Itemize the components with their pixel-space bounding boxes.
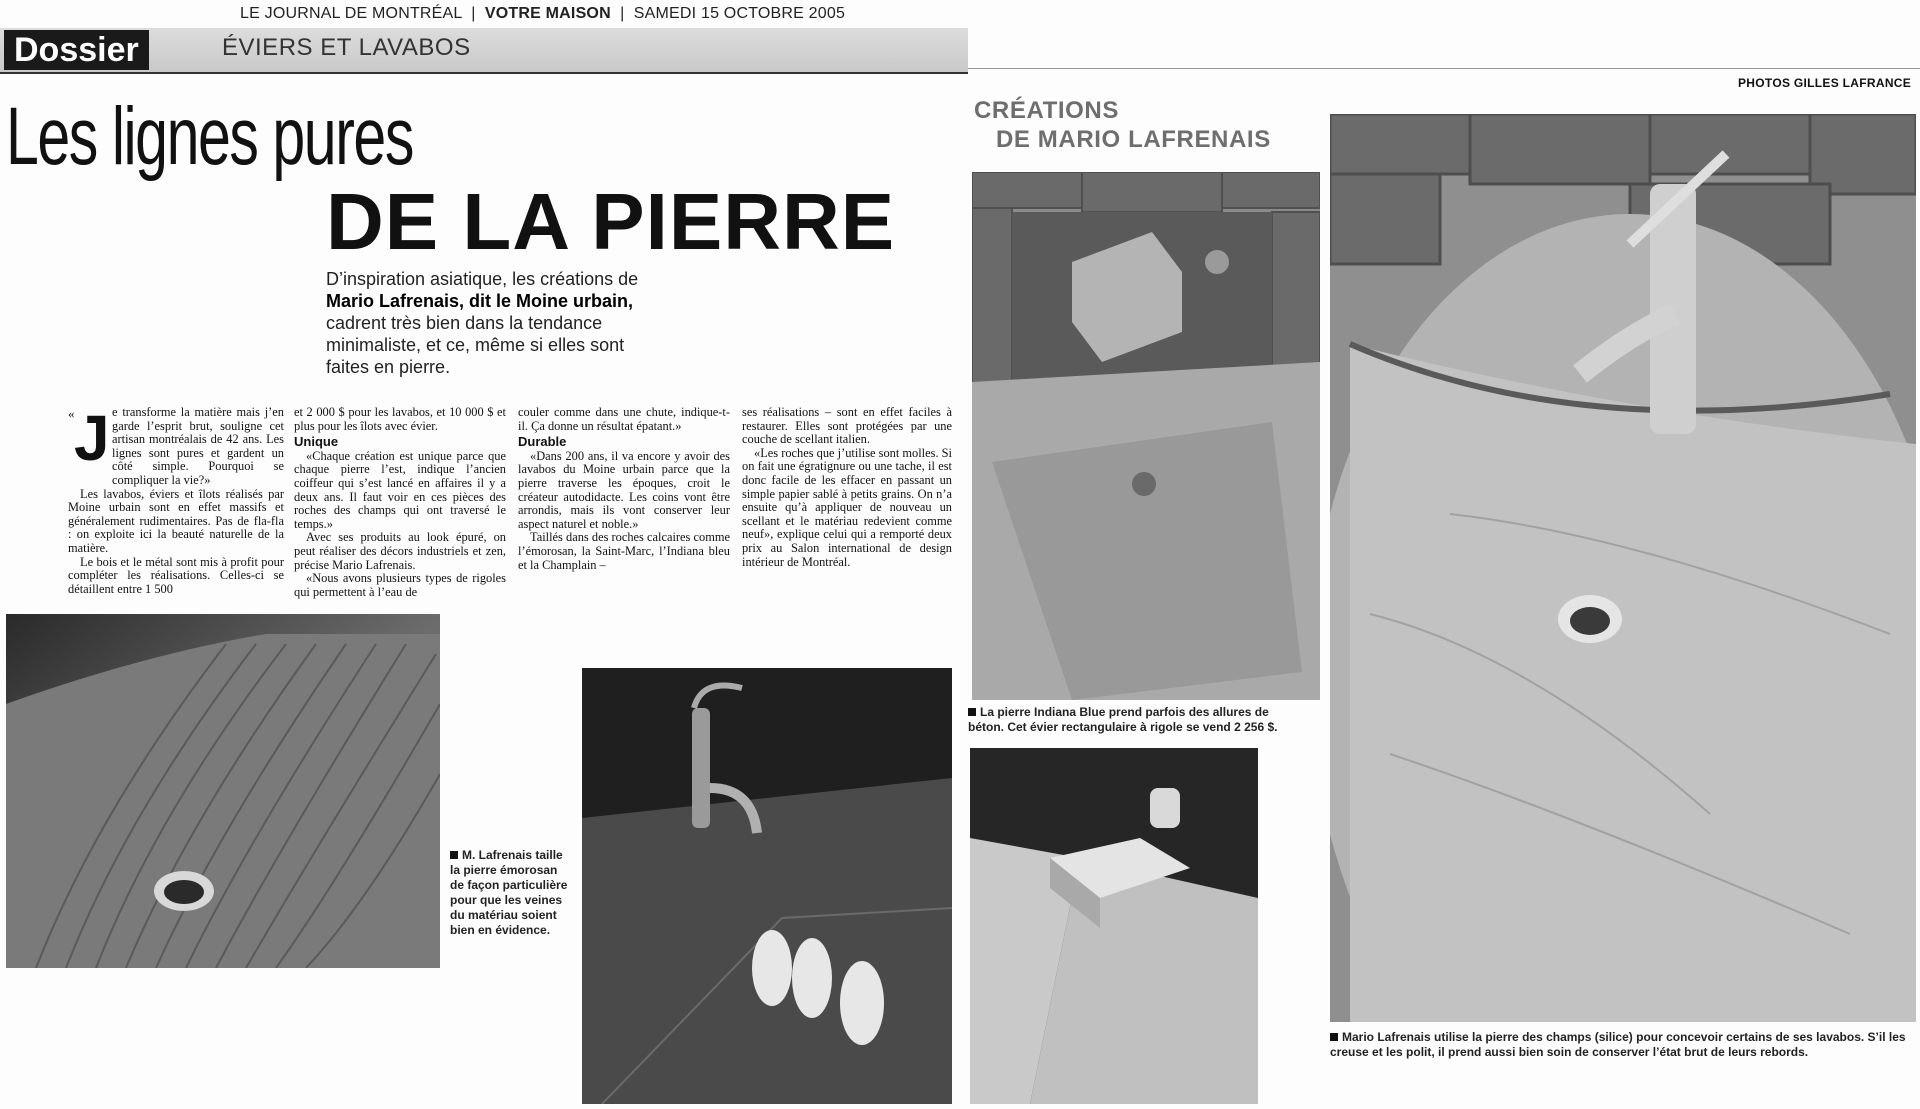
headline-line1: Les lignes pures xyxy=(6,91,413,182)
col3-paragraph-1: couler comme dans une chute, indique-t-il. Ça donne un résultat épatant.» xyxy=(518,405,730,433)
col1-paragraph-3: Le bois et le métal sont mis à profit pour compléter les réalisations. Celles-ci se détaillent entre 1 500 xyxy=(68,554,284,596)
photo-credit: PHOTOS GILLES LAFRANCE xyxy=(1738,76,1912,90)
subhead-durable: Durable xyxy=(518,434,567,450)
section-name: VOTRE MAISON xyxy=(484,5,611,22)
caption-1 xyxy=(450,848,568,938)
headline-line2: DE LA PIERRE xyxy=(326,177,896,266)
issue-date: SAMEDI 15 OCTOBRE 2005 xyxy=(633,5,846,22)
paper-name: LE JOURNAL DE MONTRÉAL xyxy=(240,5,462,22)
col2-paragraph-4: «Nous avons plusieurs types de rigoles qui permettent à l’eau de xyxy=(294,571,506,599)
deck-text-2: cadrent très bien dans la tendance minimaliste, et ce, même si elles sont faites en pierre. xyxy=(326,313,625,377)
col2-paragraph-2: «Chaque création est unique parce que chaque pierre l’est, indique l’ancien coiffeur qui s’est lancé en affaires il y a deux ans. Il faut voir en ces pièces des roches des champs qui ont traversé le temps.» xyxy=(294,448,506,531)
sidebar-headline-line1: CRÉATIONS xyxy=(974,97,1119,124)
col4-paragraph-1: ses réalisations – sont en effet faciles à restaurer. Elles sont protégées par une couche de scellant italien. xyxy=(742,405,952,447)
rubric-label: ÉVIERS ET LAVABOS xyxy=(222,34,471,61)
caption-bullet xyxy=(1330,1033,1338,1041)
photo-dark-slab xyxy=(582,668,952,1104)
caption-bullet xyxy=(968,708,976,716)
col1-paragraph-2: Les lavabos, éviers et îlots réalisés par Moine urbain sont en effet massifs et généralement rudimentaires. Pas de fla-fla : on exploite ici la beauté naturelle de la matière. xyxy=(68,486,284,555)
caption-bullet xyxy=(450,851,458,859)
article-column-1 xyxy=(68,402,284,596)
open-quote: « xyxy=(68,406,75,421)
col1-paragraph-1: e transforme la matière mais j’en garde l’esprit brut, souligne cet artisan montréalais de 42 ans. Les lignes sont pures et gardent un côté simple. Pourquoi se compliquer la vie?» xyxy=(112,405,284,487)
right-page-rule xyxy=(968,68,1920,69)
sidebar-headline-line2: DE MARIO LAFRENAIS xyxy=(996,126,1271,153)
header-rule xyxy=(0,72,968,74)
drop-cap: J xyxy=(74,402,110,474)
masthead: LE JOURNAL DE MONTRÉAL | VOTRE MAISON | SAMEDI 15 OCTOBRE 2005 xyxy=(240,5,846,22)
photo-stone-spout xyxy=(970,748,1258,1104)
photo-grain-basin xyxy=(6,614,440,968)
subhead-unique: Unique xyxy=(294,434,339,450)
photo-rectangular-sink xyxy=(972,172,1320,700)
article-column-4 xyxy=(742,406,952,569)
caption-1-text: M. Lafrenais taille la pierre émorosan de façon particulière pour que les veines du matériau soient bien en évidence. xyxy=(450,848,568,937)
dossier-tag: Dossier xyxy=(4,30,149,70)
col2-paragraph-3: Avec ses produits au look épuré, on peut réaliser des décors industriels et zen, précise Mario Lafrenais. xyxy=(294,530,506,572)
sidebar-headline xyxy=(974,96,1271,154)
deck-author: Mario Lafrenais, dit le Moine urbain, xyxy=(326,291,634,311)
col4-paragraph-2: «Les roches que j’utilise sont molles. Si on fait une égratignure ou une tache, il est donc facile de les effacer en passant un simple papier sablé à petits grains. On n’a ensuite qu’à appliquer de nouveau un scellant et le matériau redevient comme neuf», explique celui qui a remporté deux prix au Salon international de design intérieur de Montréal. xyxy=(742,445,952,569)
article-column-3 xyxy=(518,406,730,572)
article-deck xyxy=(326,268,666,378)
caption-2-text: La pierre Indiana Blue prend parfois des allures de béton. Cet évier rectangulaire à rigole se vend 2 256 $. xyxy=(968,705,1278,734)
caption-2 xyxy=(968,705,1308,735)
col3-paragraph-2: «Dans 200 ans, il va encore y avoir des lavabos du Moine urbain parce que la pierre traverse les époques, croit le créateur autodidacte. Les coins vont être arrondis, mais ils vont conserver leur aspect naturel et noble.» xyxy=(518,448,730,531)
photo-stone-bowl xyxy=(1330,114,1916,1022)
col3-paragraph-3: Taillés dans des roches calcaires comme l’émorosan, la Saint-Marc, l’Indiana bleu et la Champlain – xyxy=(518,530,730,572)
caption-3 xyxy=(1330,1030,1910,1060)
deck-text-1: D’inspiration asiatique, les créations de xyxy=(326,269,639,289)
caption-3-text: Mario Lafrenais utilise la pierre des champs (silice) pour concevoir certains de ses lavabos. S’il les creuse et les polit, il prend aussi bien soin de conserver l’état brut de leurs rebords. xyxy=(1330,1030,1906,1059)
col2-paragraph-1: et 2 000 $ pour les lavabos, et 10 000 $ et plus pour les îlots avec évier. xyxy=(294,405,506,433)
article-column-2 xyxy=(294,406,506,599)
